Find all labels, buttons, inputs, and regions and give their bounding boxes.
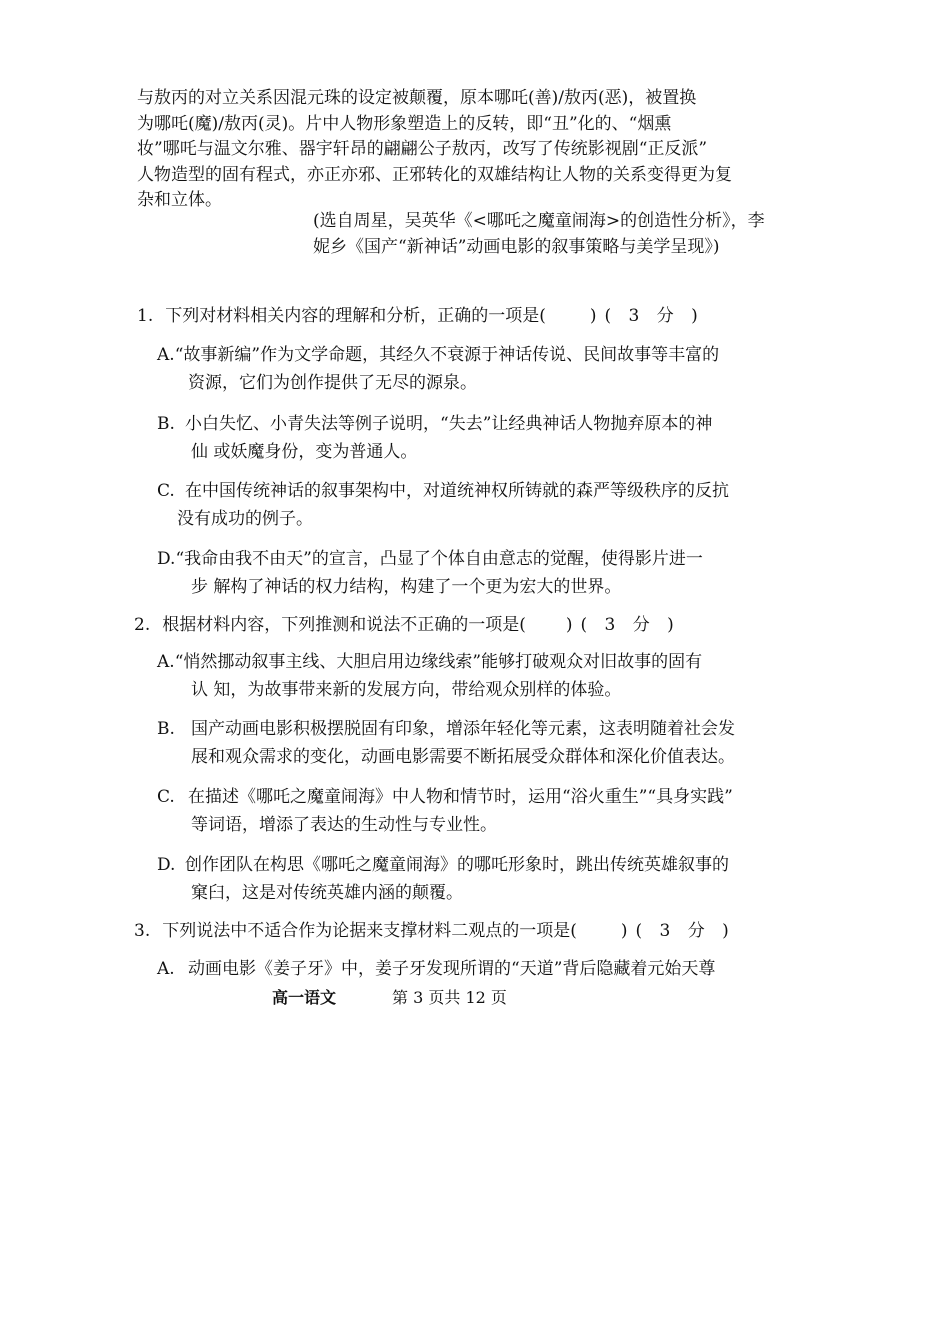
option-label: A.: [157, 959, 175, 979]
option-2a[interactable]: [157, 648, 702, 704]
option-text: 步 解构了神话的权力结构，构建了一个更为宏大的世界。: [191, 577, 622, 597]
option-1b[interactable]: [157, 410, 712, 466]
passage-line: 为哪吒(魔)/敖丙(灵)。片中人物形象塑造上的反转，即“丑”化的、“烟熏: [137, 113, 672, 134]
option-label: C.: [157, 787, 175, 807]
option-text: “我命由我不由天”的宣言，凸显了个体自由意志的觉醒，使得影片进一: [175, 549, 703, 569]
page-footer: [272, 985, 507, 1008]
option-text: 窠臼，这是对传统英雄内涵的颠覆。: [191, 883, 463, 903]
question-score: ( 3 分 ): [580, 615, 680, 635]
passage-line: 妆”哪吒与温文尔雅、器宇轩昂的翩翩公子敖丙，改写了传统影视剧“正反派”: [137, 139, 708, 159]
passage-text: [137, 86, 817, 214]
option-label: B.: [157, 414, 175, 434]
option-text: “故事新编”作为文学命题，其经久不衰源于神话传说、民间故事等丰富的: [174, 345, 720, 365]
question-stem: 下列对材料相关内容的理解和分析，正确的一项是(: [165, 306, 546, 326]
option-3a[interactable]: [157, 955, 715, 983]
option-1a[interactable]: [157, 341, 719, 397]
option-text: 展和观众需求的变化，动画电影需要不断拓展受众群体和深化价值表达。: [191, 747, 735, 767]
option-label: D.: [157, 855, 176, 875]
answer-blank-close: ): [620, 921, 628, 941]
option-label: B.: [157, 719, 175, 739]
option-text: 动画电影《姜子牙》中，姜子牙发现所谓的“天道”背后隐藏着元始天尊: [188, 959, 716, 979]
option-1c[interactable]: [157, 477, 729, 533]
option-text: 等词语，增添了表达的生动性与专业性。: [191, 815, 497, 835]
option-text: 在中国传统神话的叙事架构中，对道统神权所铸就的森严等级秩序的反抗: [185, 481, 729, 501]
option-text: 认 知，为故事带来新的发展方向，带给观众别样的体验。: [191, 680, 622, 700]
question-score: ( 3 分 ): [604, 306, 704, 326]
source-line: 妮乡《国产“新神话”动画电影的叙事策略与美学呈现》): [313, 237, 720, 257]
passage-line: 杂和立体。: [137, 190, 222, 210]
option-2b[interactable]: [157, 715, 735, 771]
option-text: 国产动画电影积极摆脱固有印象，增添年轻化等元素，这表明随着社会发: [191, 719, 735, 739]
question-number: 1.: [137, 306, 154, 326]
passage-line: 人物造型的固有程式，亦正亦邪、正邪转化的双雄结构让人物的关系变得更为复: [137, 164, 732, 185]
source-citation: [313, 208, 813, 260]
option-2c[interactable]: [157, 783, 733, 839]
option-text: 仙 或妖魔身份，变为普通人。: [191, 442, 418, 462]
question-number: 2.: [134, 615, 151, 635]
option-text: 没有成功的例子。: [177, 509, 313, 529]
source-line: (选自周星，吴英华《<哪吒之魔童闹海>的创造性分析》，李: [313, 211, 765, 231]
option-text: “悄然挪动叙事主线、大胆启用边缘线索”能够打破观众对旧故事的固有: [174, 652, 703, 672]
option-text: 资源，它们为创作提供了无尽的源泉。: [188, 373, 477, 393]
question-stem: 根据材料内容，下列推测和说法不正确的一项是(: [162, 615, 526, 635]
question-3: [134, 918, 735, 944]
footer-subject: 高一语文: [272, 988, 337, 1007]
option-1d[interactable]: [157, 545, 703, 601]
option-label: A.: [157, 345, 175, 365]
option-label: C.: [157, 481, 175, 501]
passage-line: 与敖丙的对立关系因混元珠的设定被颠覆，原本哪吒(善)/敖丙(恶)，被置换: [137, 88, 697, 108]
question-1: [137, 303, 704, 329]
footer-page-number: 第 3 页共 12 页: [392, 988, 507, 1007]
option-label: A.: [157, 652, 175, 672]
option-text: 创作团队在构思《哪吒之魔童闹海》的哪吒形象时，跳出传统英雄叙事的: [185, 855, 729, 875]
question-2: [134, 612, 680, 638]
option-label: D.: [157, 549, 176, 569]
option-2d[interactable]: [157, 851, 729, 907]
answer-blank-close: ): [589, 306, 597, 326]
answer-blank-close: ): [565, 615, 573, 635]
option-text: 小白失忆、小青失法等例子说明，“失去”让经典神话人物抛弃原本的神: [185, 414, 713, 434]
question-number: 3.: [134, 921, 151, 941]
question-stem: 下列说法中不适合作为论据来支撑材料二观点的一项是(: [162, 921, 577, 941]
question-score: ( 3 分 ): [635, 921, 735, 941]
option-text: 在描述《哪吒之魔童闹海》中人物和情节时，运用“浴火重生”“具身实践”: [188, 787, 733, 807]
